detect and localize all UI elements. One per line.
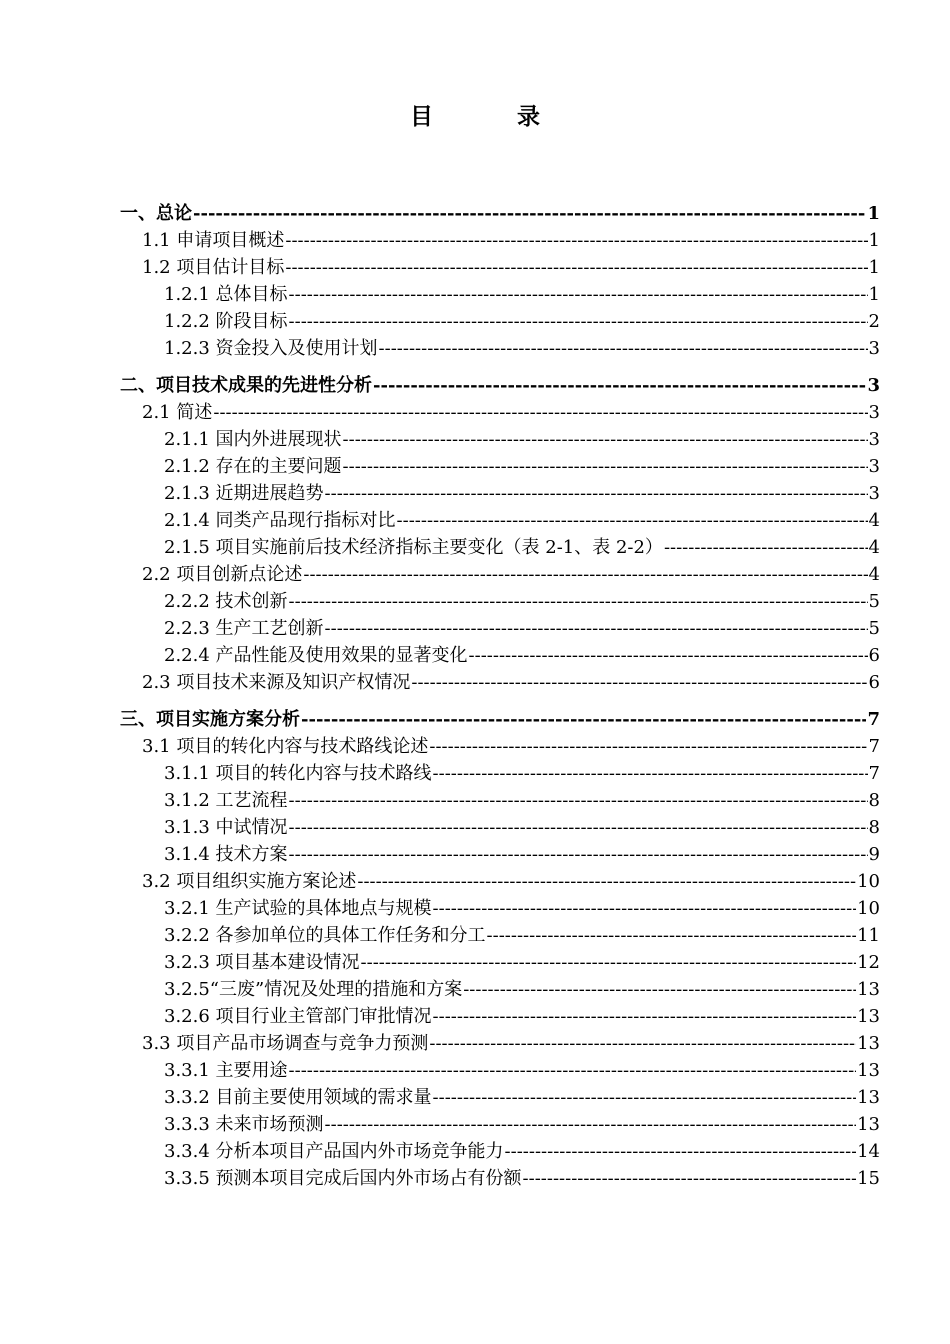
toc-entry-text: 3.2.5“三废”情况及处理的措施和方案 [164, 979, 463, 1000]
dot-leader [289, 1057, 857, 1084]
toc-entry[interactable] [120, 1138, 880, 1165]
toc-entry[interactable] [120, 308, 880, 335]
dot-leader [357, 868, 856, 895]
toc-entry-text: 2.2.3 生产工艺创新 [164, 618, 324, 639]
toc-page-number: 3 [868, 429, 880, 450]
toc-entry-text: 2.1.2 存在的主要问题 [164, 456, 342, 477]
dot-leader [289, 787, 868, 814]
toc-page-number: 1 [868, 230, 880, 251]
toc-entry[interactable] [120, 453, 880, 480]
toc-entry-text: 3.3.1 主要用途 [164, 1060, 288, 1081]
toc-entry-text: 1.2 项目估计目标 [142, 257, 285, 278]
toc-entry[interactable] [120, 254, 880, 281]
toc-entry[interactable] [120, 227, 880, 254]
toc-entry[interactable] [120, 480, 880, 507]
toc-entry-text: 1.2.3 资金投入及使用计划 [164, 338, 378, 359]
toc-entry[interactable] [120, 426, 880, 453]
dot-leader [289, 308, 868, 335]
toc-page-number: 3 [868, 402, 880, 423]
toc-title: 目 录 [409, 103, 578, 130]
dot-leader [325, 615, 868, 642]
toc-page-number: 13 [857, 1033, 880, 1054]
toc-entry-text: 3.1.1 项目的转化内容与技术路线 [164, 763, 432, 784]
toc-entry[interactable] [120, 669, 880, 696]
dot-leader [487, 922, 857, 949]
toc-page-number: 13 [857, 1060, 880, 1081]
toc-page-number: 13 [857, 1006, 880, 1027]
toc-page-number: 14 [857, 1141, 880, 1162]
toc-entry-text: 1.1 申请项目概述 [142, 230, 285, 251]
toc-entry-text: 3.3.4 分析本项目产品国内外市场竞争能力 [164, 1141, 504, 1162]
toc-entry-text: 2.3 项目技术来源及知识产权情况 [142, 672, 411, 693]
toc-page-number: 3 [867, 375, 880, 396]
dot-leader [325, 480, 868, 507]
toc-entry[interactable] [120, 615, 880, 642]
toc-page-number: 5 [868, 591, 880, 612]
dot-leader [213, 399, 867, 426]
toc-entry[interactable] [120, 642, 880, 669]
toc-entry[interactable] [120, 1057, 880, 1084]
toc-page-number: 8 [868, 817, 880, 838]
toc-entry-text: 3.2.3 项目基本建设情况 [164, 952, 360, 973]
toc-entry[interactable] [120, 399, 880, 426]
dot-leader [433, 1003, 857, 1030]
toc-entry-text: 二、项目技术成果的先进性分析 [120, 375, 372, 396]
toc-entry[interactable] [120, 1111, 880, 1138]
toc-entry-text: 3.1.4 技术方案 [164, 844, 288, 865]
toc-page-number: 6 [868, 672, 880, 693]
toc-entry-text: 2.1.5 项目实施前后技术经济指标主要变化（表 2-1、表 2-2） [164, 537, 663, 558]
toc-page-number: 4 [868, 537, 880, 558]
dot-leader [429, 1030, 856, 1057]
toc-entry[interactable] [120, 335, 880, 362]
toc-page-number: 11 [857, 925, 880, 946]
toc-entry[interactable] [120, 534, 880, 561]
toc-page-number: 10 [857, 898, 880, 919]
toc-entry[interactable] [120, 200, 880, 227]
toc-page-number: 3 [868, 483, 880, 504]
toc-page-number: 7 [867, 709, 880, 730]
dot-leader [285, 227, 867, 254]
dot-leader [397, 507, 868, 534]
toc-entry[interactable] [120, 868, 880, 895]
dot-leader [433, 1084, 857, 1111]
toc-page-number: 9 [868, 844, 880, 865]
toc-entry[interactable] [120, 814, 880, 841]
toc-entry-text: 3.3.3 未来市场预测 [164, 1114, 324, 1135]
dot-leader [289, 814, 868, 841]
toc-entry-text: 3.2.2 各参加单位的具体工作任务和分工 [164, 925, 486, 946]
toc-page-number: 12 [857, 952, 880, 973]
dot-leader [429, 733, 867, 760]
dot-leader [463, 976, 856, 1003]
toc-page-number: 13 [857, 1114, 880, 1135]
toc-entry[interactable] [120, 841, 880, 868]
dot-leader [289, 841, 868, 868]
toc-entry-text: 2.1 简述 [142, 402, 213, 423]
dot-leader [301, 706, 866, 733]
toc-entry-text: 3.3 项目产品市场调查与竞争力预测 [142, 1033, 429, 1054]
dot-leader [285, 254, 867, 281]
toc-entry-text: 3.3.2 目前主要使用领域的需求量 [164, 1087, 432, 1108]
toc-entry-text: 三、项目实施方案分析 [120, 709, 300, 730]
toc-page-number: 1 [868, 284, 880, 305]
toc-page-number: 10 [857, 871, 880, 892]
toc-entry-text: 2.2 项目创新点论述 [142, 564, 303, 585]
toc-page-number: 1 [867, 203, 880, 224]
toc-entry-text: 3.3.5 预测本项目完成后国内外市场占有份额 [164, 1168, 522, 1189]
toc-entry-text: 一、总论 [120, 203, 192, 224]
toc-page-number: 4 [868, 510, 880, 531]
dot-leader [343, 453, 868, 480]
toc-page-number: 8 [868, 790, 880, 811]
toc-page-number: 13 [857, 979, 880, 1000]
toc-page-number: 3 [868, 456, 880, 477]
table-of-contents [120, 200, 880, 1192]
toc-page-number: 7 [868, 736, 880, 757]
dot-leader [289, 588, 868, 615]
dot-leader [664, 534, 868, 561]
toc-entry-text: 2.1.1 国内外进展现状 [164, 429, 342, 450]
toc-entry-text: 3.2.1 生产试验的具体地点与规模 [164, 898, 432, 919]
dot-leader [379, 335, 868, 362]
toc-page-number: 15 [857, 1168, 880, 1189]
toc-entry[interactable] [120, 787, 880, 814]
toc-entry[interactable] [120, 1084, 880, 1111]
dot-leader [469, 642, 868, 669]
toc-entry[interactable] [120, 949, 880, 976]
dot-leader [303, 561, 867, 588]
toc-entry[interactable] [120, 733, 880, 760]
toc-entry-text: 3.1 项目的转化内容与技术路线论述 [142, 736, 429, 757]
toc-entry[interactable] [120, 976, 880, 1003]
dot-leader [325, 1111, 857, 1138]
toc-entry[interactable] [120, 895, 880, 922]
toc-entry-text: 2.2.2 技术创新 [164, 591, 288, 612]
dot-leader [361, 949, 857, 976]
dot-leader [433, 895, 857, 922]
toc-entry-text: 2.1.4 同类产品现行指标对比 [164, 510, 396, 531]
toc-entry-text: 3.1.3 中试情况 [164, 817, 288, 838]
toc-page-number: 5 [868, 618, 880, 639]
dot-leader [343, 426, 868, 453]
toc-entry-text: 3.1.2 工艺流程 [164, 790, 288, 811]
toc-entry[interactable] [120, 706, 880, 733]
toc-page-number: 13 [857, 1087, 880, 1108]
dot-leader [373, 372, 866, 399]
toc-entry[interactable] [120, 561, 880, 588]
toc-entry[interactable] [120, 588, 880, 615]
toc-entry-text: 3.2 项目组织实施方案论述 [142, 871, 357, 892]
toc-entry[interactable] [120, 507, 880, 534]
dot-leader [289, 281, 868, 308]
toc-page-number: 1 [868, 257, 880, 278]
toc-entry-text: 1.2.1 总体目标 [164, 284, 288, 305]
toc-entry[interactable] [120, 1003, 880, 1030]
toc-entry[interactable] [120, 1165, 880, 1192]
dot-leader [433, 760, 868, 787]
toc-entry[interactable] [120, 281, 880, 308]
toc-entry-text: 1.2.2 阶段目标 [164, 311, 288, 332]
toc-page-number: 3 [868, 338, 880, 359]
dot-leader [411, 669, 867, 696]
toc-page-number: 7 [868, 763, 880, 784]
toc-page-number: 6 [868, 645, 880, 666]
dot-leader [193, 200, 866, 227]
toc-entry-text: 2.2.4 产品性能及使用效果的显著变化 [164, 645, 468, 666]
dot-leader [523, 1165, 857, 1192]
toc-entry[interactable] [120, 922, 880, 949]
toc-page-number: 4 [868, 564, 880, 585]
toc-entry[interactable] [120, 1030, 880, 1057]
toc-entry[interactable] [120, 760, 880, 787]
toc-entry[interactable] [120, 372, 880, 399]
toc-page-number: 2 [868, 311, 880, 332]
toc-entry-text: 3.2.6 项目行业主管部门审批情况 [164, 1006, 432, 1027]
toc-entry-text: 2.1.3 近期进展趋势 [164, 483, 324, 504]
dot-leader [505, 1138, 857, 1165]
